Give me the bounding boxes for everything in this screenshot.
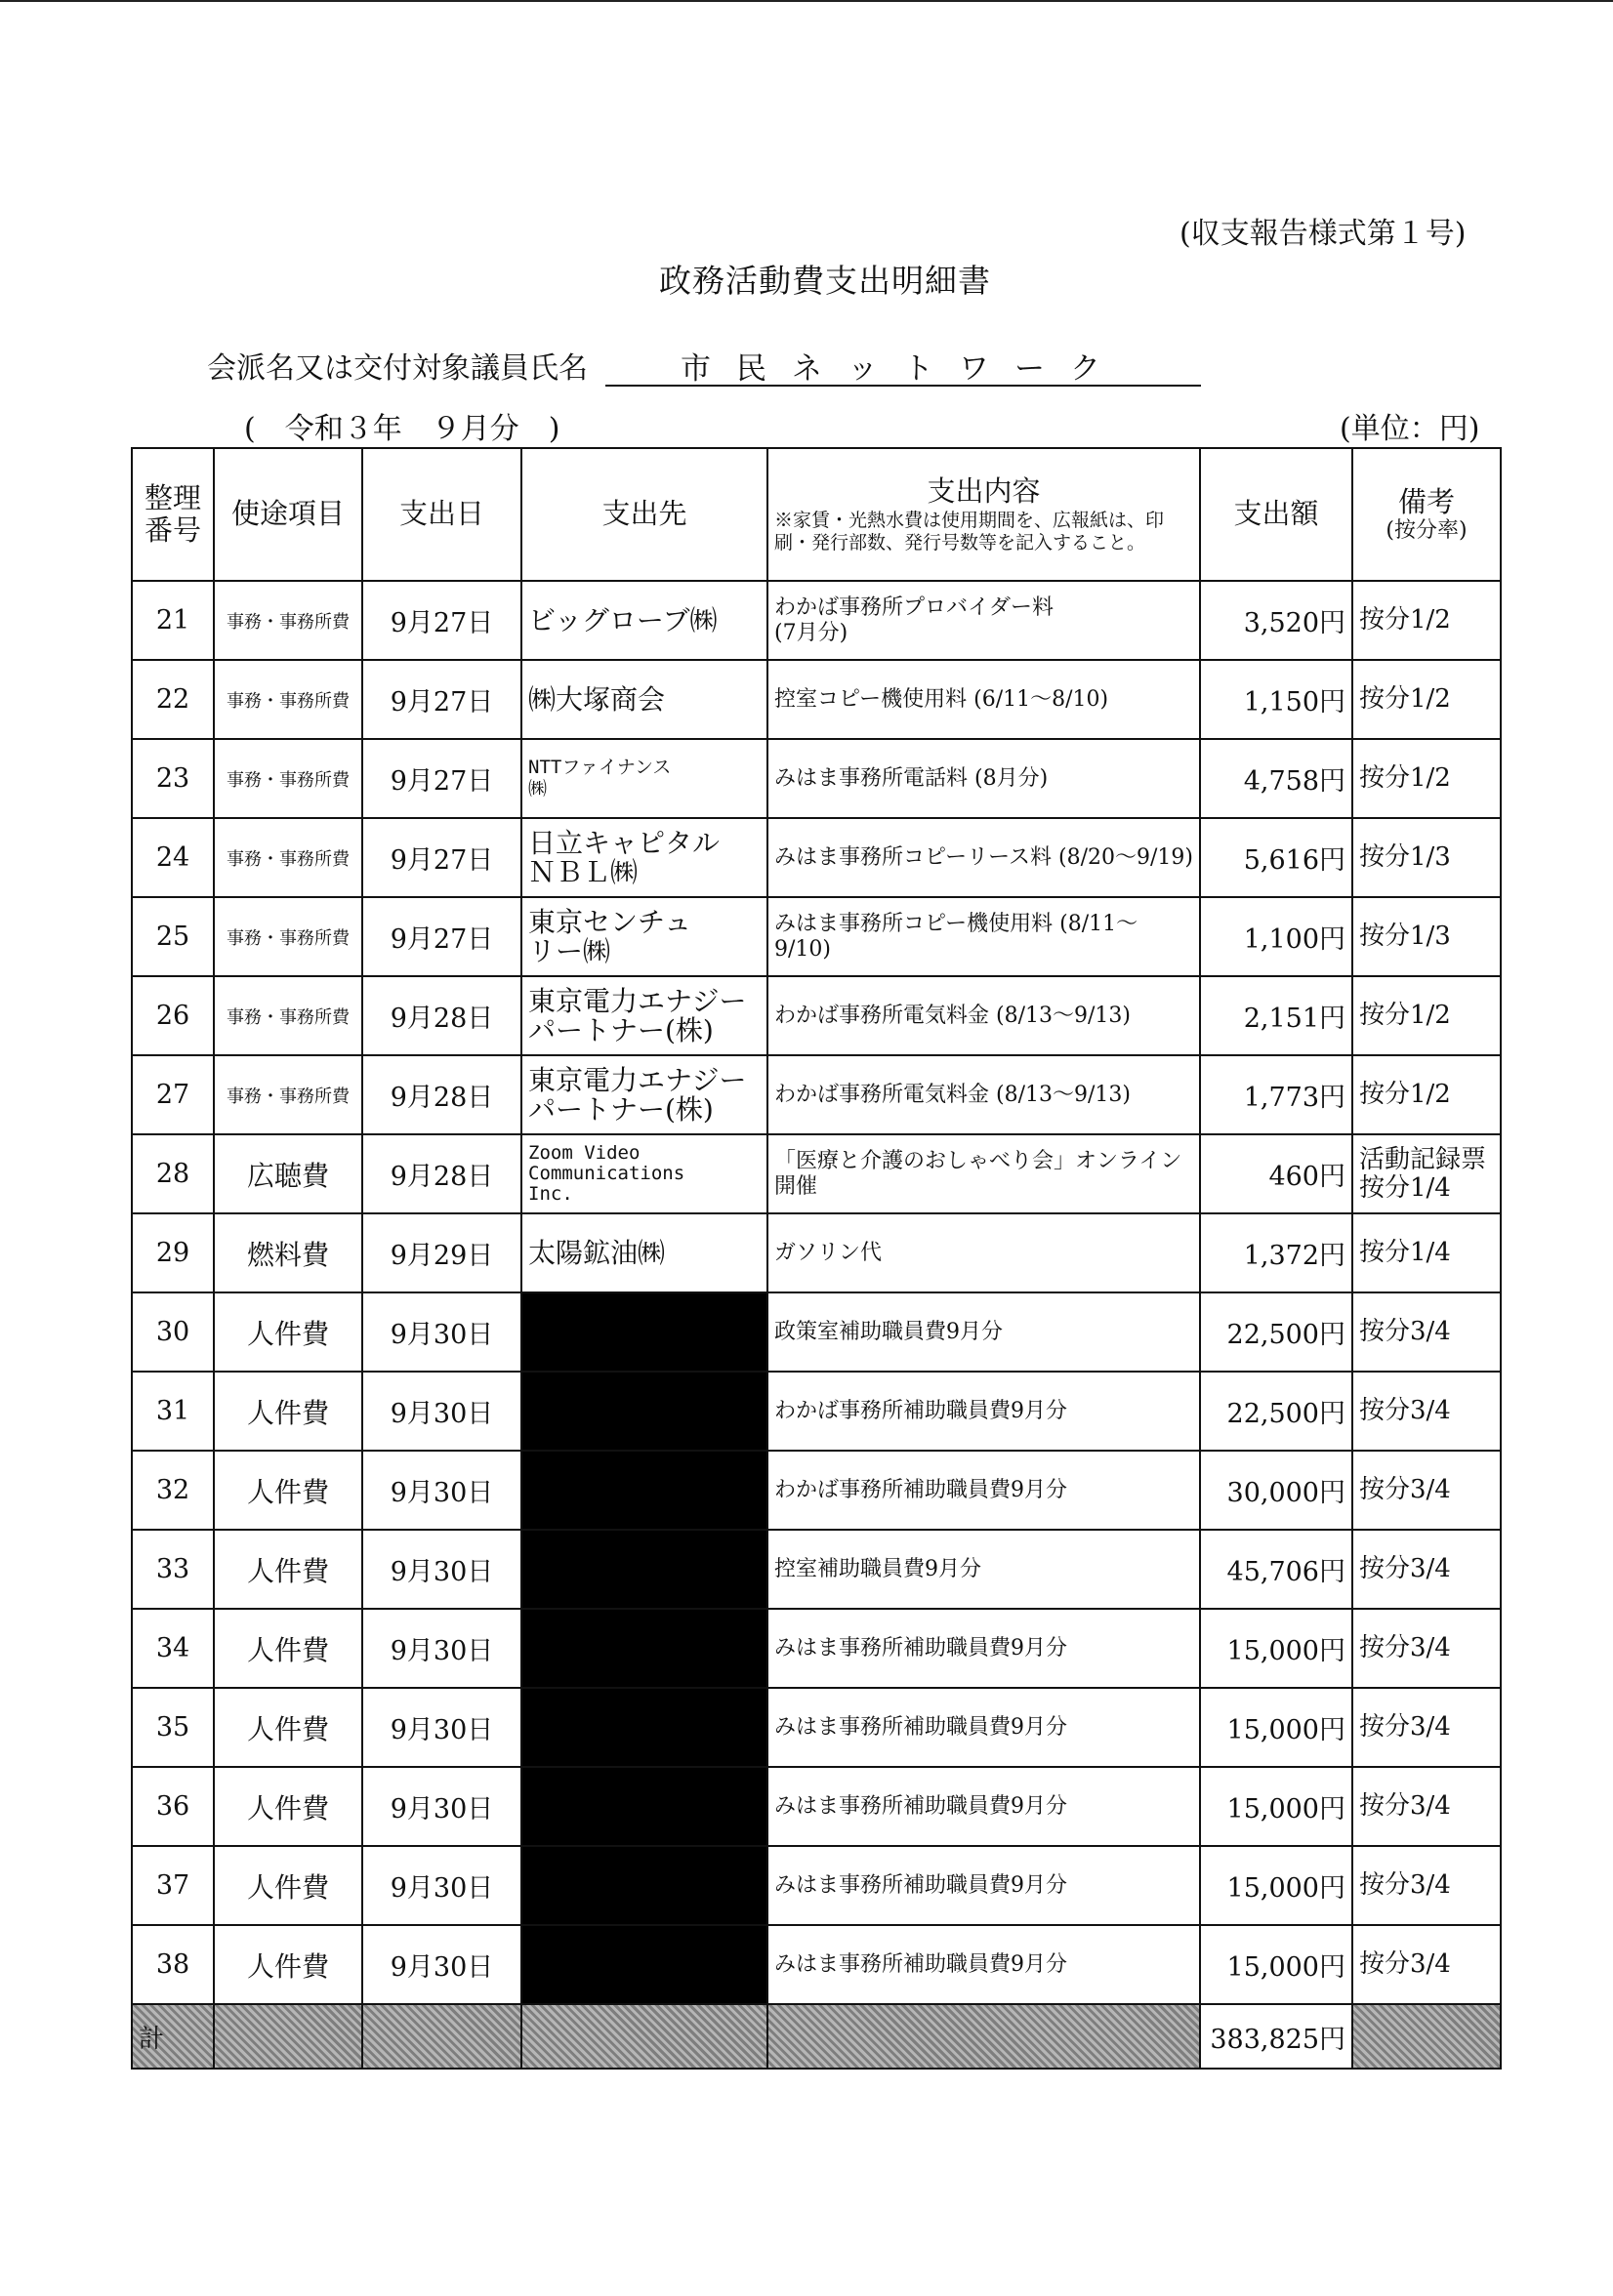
row-note: 按分3/4 <box>1352 1767 1501 1846</box>
row-number: 31 <box>132 1372 214 1451</box>
total-label: 計 <box>132 2004 214 2069</box>
row-note: 按分3/4 <box>1352 1609 1501 1688</box>
table-row <box>132 660 1501 739</box>
row-note: 按分3/4 <box>1352 1846 1501 1925</box>
row-date: 9月30日 <box>362 1372 521 1451</box>
row-note: 按分3/4 <box>1352 1688 1501 1767</box>
row-amount: 15,000円 <box>1200 1767 1352 1846</box>
row-date: 9月28日 <box>362 1055 521 1134</box>
row-date: 9月30日 <box>362 1925 521 2004</box>
row-content: 「医療と介護のおしゃべり会」オンライン開催 <box>767 1134 1200 1213</box>
row-date: 9月27日 <box>362 739 521 818</box>
reporting-period: ( 令和３年 ９月分 ) <box>244 412 560 446</box>
table-row <box>132 818 1501 897</box>
col-header-date: 支出日 <box>362 448 521 581</box>
col-header-payee: 支出先 <box>521 448 767 581</box>
row-note: 活動記録票 按分1/4 <box>1352 1134 1501 1213</box>
row-amount: 15,000円 <box>1200 1925 1352 2004</box>
row-use-category: 事務・事務所費 <box>214 976 362 1055</box>
row-amount: 1,100円 <box>1200 897 1352 976</box>
row-use-category: 事務・事務所費 <box>214 581 362 660</box>
table-row <box>132 976 1501 1055</box>
row-amount: 22,500円 <box>1200 1292 1352 1372</box>
row-number: 26 <box>132 976 214 1055</box>
table-row <box>132 1292 1501 1372</box>
row-amount: 15,000円 <box>1200 1688 1352 1767</box>
col-header-note <box>1352 448 1501 581</box>
row-payee-redacted <box>521 1372 767 1451</box>
row-use-category: 人件費 <box>214 1925 362 2004</box>
row-content: みはま事務所補助職員費9月分 <box>767 1846 1200 1925</box>
row-date: 9月27日 <box>362 897 521 976</box>
row-number: 37 <box>132 1846 214 1925</box>
row-content: みはま事務所電話料 (8月分) <box>767 739 1200 818</box>
row-number: 29 <box>132 1213 214 1292</box>
row-number: 38 <box>132 1925 214 2004</box>
row-date: 9月30日 <box>362 1846 521 1925</box>
row-use-category: 人件費 <box>214 1530 362 1609</box>
row-payee-redacted <box>521 1530 767 1609</box>
row-content: みはま事務所補助職員費9月分 <box>767 1609 1200 1688</box>
row-payee: 太陽鉱油㈱ <box>521 1213 767 1292</box>
row-amount: 15,000円 <box>1200 1846 1352 1925</box>
row-payee-redacted <box>521 1688 767 1767</box>
row-note: 按分1/3 <box>1352 818 1501 897</box>
row-content: 控室補助職員費9月分 <box>767 1530 1200 1609</box>
row-note: 按分3/4 <box>1352 1292 1501 1372</box>
row-number: 24 <box>132 818 214 897</box>
row-content: 控室コピー機使用料 (6/11～8/10) <box>767 660 1200 739</box>
row-number: 27 <box>132 1055 214 1134</box>
row-use-category: 事務・事務所費 <box>214 739 362 818</box>
row-number: 23 <box>132 739 214 818</box>
table-row <box>132 1846 1501 1925</box>
row-amount: 2,151円 <box>1200 976 1352 1055</box>
col-header-amount: 支出額 <box>1200 448 1352 581</box>
col-header-no <box>132 448 214 581</box>
row-payee-redacted <box>521 1609 767 1688</box>
unit-label: (単位：円) <box>1340 412 1480 446</box>
row-content: わかば事務所電気料金 (8/13～9/13) <box>767 976 1200 1055</box>
row-amount: 45,706円 <box>1200 1530 1352 1609</box>
table-row <box>132 581 1501 660</box>
row-note: 按分1/2 <box>1352 660 1501 739</box>
table-row <box>132 897 1501 976</box>
row-number: 34 <box>132 1609 214 1688</box>
page-top-rule <box>0 0 1613 2</box>
row-amount: 4,758円 <box>1200 739 1352 818</box>
table-row <box>132 1451 1501 1530</box>
row-number: 32 <box>132 1451 214 1530</box>
row-date: 9月27日 <box>362 581 521 660</box>
row-use-category: 人件費 <box>214 1767 362 1846</box>
row-number: 21 <box>132 581 214 660</box>
row-note: 按分1/2 <box>1352 739 1501 818</box>
row-date: 9月30日 <box>362 1292 521 1372</box>
row-use-category: 人件費 <box>214 1292 362 1372</box>
total-amount: 383,825円 <box>1200 2004 1352 2069</box>
row-amount: 460円 <box>1200 1134 1352 1213</box>
row-content: みはま事務所コピーリース料 (8/20～9/19) <box>767 818 1200 897</box>
row-use-category: 燃料費 <box>214 1213 362 1292</box>
total-row <box>132 2004 1501 2069</box>
row-content: 政策室補助職員費9月分 <box>767 1292 1200 1372</box>
row-use-category: 事務・事務所費 <box>214 660 362 739</box>
row-note: 按分1/3 <box>1352 897 1501 976</box>
row-date: 9月30日 <box>362 1609 521 1688</box>
row-amount: 30,000円 <box>1200 1451 1352 1530</box>
col-header-use: 使途項目 <box>214 448 362 581</box>
row-content: わかば事務所プロバイダー料 (7月分) <box>767 581 1200 660</box>
row-content: わかば事務所補助職員費9月分 <box>767 1372 1200 1451</box>
row-note: 按分3/4 <box>1352 1372 1501 1451</box>
row-payee: NTTファイナンス ㈱ <box>521 739 767 818</box>
total-filler-date <box>362 2004 521 2069</box>
row-amount: 1,150円 <box>1200 660 1352 739</box>
total-filler-content <box>767 2004 1200 2069</box>
row-amount: 3,520円 <box>1200 581 1352 660</box>
table-row <box>132 1134 1501 1213</box>
row-payee: ビッグローブ㈱ <box>521 581 767 660</box>
row-payee-redacted <box>521 1292 767 1372</box>
row-date: 9月28日 <box>362 976 521 1055</box>
row-use-category: 広聴費 <box>214 1134 362 1213</box>
row-number: 28 <box>132 1134 214 1213</box>
table-row <box>132 1055 1501 1134</box>
col-header-note-sub: (按分率) <box>1386 518 1468 544</box>
row-content: ガソリン代 <box>767 1213 1200 1292</box>
col-header-no-line2: 番号 <box>144 513 201 547</box>
row-content: わかば事務所電気料金 (8/13～9/13) <box>767 1055 1200 1134</box>
row-number: 25 <box>132 897 214 976</box>
row-use-category: 人件費 <box>214 1451 362 1530</box>
table-row <box>132 739 1501 818</box>
row-number: 36 <box>132 1767 214 1846</box>
table-row <box>132 1925 1501 2004</box>
page-title: 政務活動費支出明細書 <box>659 262 991 300</box>
row-content: みはま事務所補助職員費9月分 <box>767 1925 1200 2004</box>
table-row <box>132 1609 1501 1688</box>
row-date: 9月27日 <box>362 818 521 897</box>
row-content: みはま事務所コピー機使用料 (8/11～9/10) <box>767 897 1200 976</box>
row-use-category: 人件費 <box>214 1846 362 1925</box>
row-date: 9月30日 <box>362 1451 521 1530</box>
name-label: 会派名又は交付対象議員氏名 <box>207 351 588 386</box>
row-note: 按分1/2 <box>1352 1055 1501 1134</box>
row-date: 9月30日 <box>362 1767 521 1846</box>
row-payee: 東京電力エナジー パートナー(株) <box>521 976 767 1055</box>
row-payee-redacted <box>521 1846 767 1925</box>
row-payee: 東京センチュ リー㈱ <box>521 897 767 976</box>
table-row <box>132 1213 1501 1292</box>
form-number: (収支報告様式第１号) <box>1179 217 1467 251</box>
row-content: みはま事務所補助職員費9月分 <box>767 1688 1200 1767</box>
expenditure-table <box>131 447 1502 2070</box>
row-payee-redacted <box>521 1925 767 2004</box>
row-note: 按分3/4 <box>1352 1925 1501 2004</box>
total-filler-use <box>214 2004 362 2069</box>
header-row <box>132 448 1501 581</box>
row-note: 按分3/4 <box>1352 1530 1501 1609</box>
row-number: 33 <box>132 1530 214 1609</box>
row-number: 35 <box>132 1688 214 1767</box>
row-number: 30 <box>132 1292 214 1372</box>
row-date: 9月30日 <box>362 1688 521 1767</box>
row-payee: ㈱大塚商会 <box>521 660 767 739</box>
row-amount: 1,372円 <box>1200 1213 1352 1292</box>
col-header-content <box>767 448 1200 581</box>
col-header-note-label: 備考 <box>1397 484 1455 518</box>
row-date: 9月30日 <box>362 1530 521 1609</box>
col-header-content-note: ※家賃・光熱水費は使用期間を、広報紙は、印刷・発行部数、発行号数等を記入すること。 <box>774 509 1165 554</box>
table-row <box>132 1688 1501 1767</box>
col-header-no-line1: 整理 <box>144 480 201 514</box>
table-row <box>132 1372 1501 1451</box>
row-amount: 15,000円 <box>1200 1609 1352 1688</box>
row-note: 按分3/4 <box>1352 1451 1501 1530</box>
row-use-category: 事務・事務所費 <box>214 818 362 897</box>
row-use-category: 人件費 <box>214 1372 362 1451</box>
row-payee-redacted <box>521 1451 767 1530</box>
row-date: 9月27日 <box>362 660 521 739</box>
row-payee: Zoom Video Communications Inc. <box>521 1134 767 1213</box>
row-use-category: 事務・事務所費 <box>214 1055 362 1134</box>
row-number: 22 <box>132 660 214 739</box>
col-header-content-label: 支出内容 <box>927 473 1041 508</box>
row-date: 9月29日 <box>362 1213 521 1292</box>
row-use-category: 事務・事務所費 <box>214 897 362 976</box>
row-amount: 22,500円 <box>1200 1372 1352 1451</box>
row-note: 按分1/2 <box>1352 976 1501 1055</box>
row-amount: 5,616円 <box>1200 818 1352 897</box>
row-amount: 1,773円 <box>1200 1055 1352 1134</box>
row-content: わかば事務所補助職員費9月分 <box>767 1451 1200 1530</box>
row-use-category: 人件費 <box>214 1609 362 1688</box>
group-name: 市民ネットワーク <box>605 344 1201 387</box>
row-note: 按分1/2 <box>1352 581 1501 660</box>
row-payee: 東京電力エナジー パートナー(株) <box>521 1055 767 1134</box>
table-row <box>132 1530 1501 1609</box>
row-date: 9月28日 <box>362 1134 521 1213</box>
total-filler-payee <box>521 2004 767 2069</box>
total-filler-note <box>1352 2004 1501 2069</box>
row-content: みはま事務所補助職員費9月分 <box>767 1767 1200 1846</box>
row-note: 按分1/4 <box>1352 1213 1501 1292</box>
row-payee-redacted <box>521 1767 767 1846</box>
table-row <box>132 1767 1501 1846</box>
row-use-category: 人件費 <box>214 1688 362 1767</box>
row-payee: 日立キャピタル ＮＢＬ㈱ <box>521 818 767 897</box>
